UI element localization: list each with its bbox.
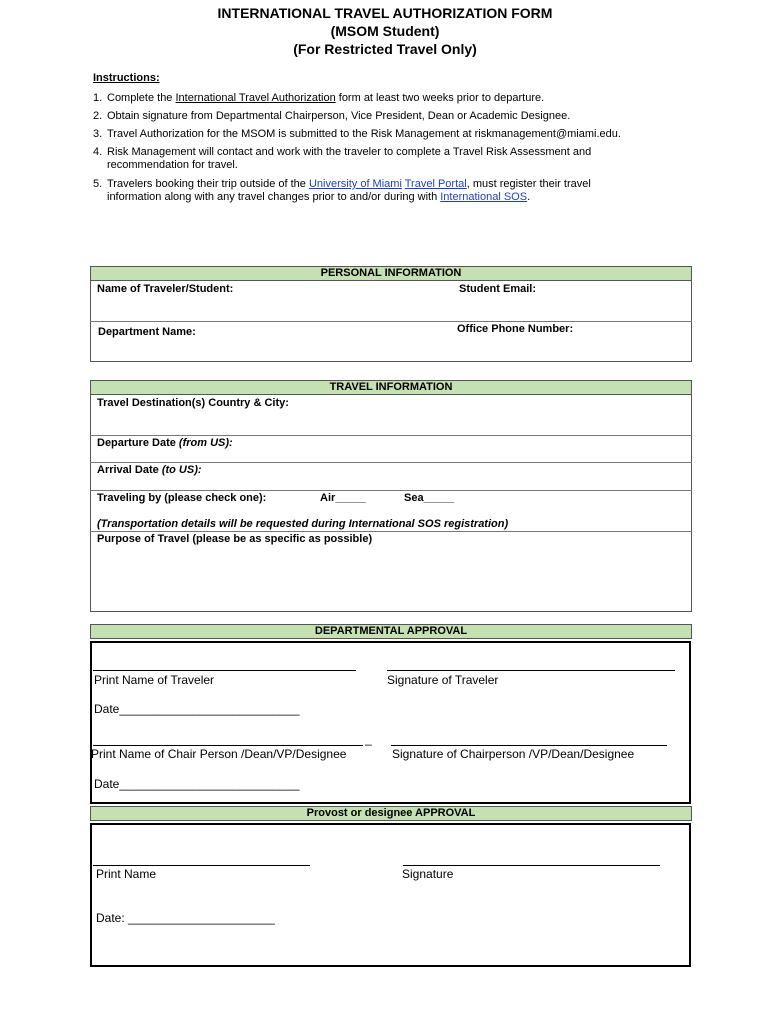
travel-info-heading: TRAVEL INFORMATION (90, 380, 692, 395)
travel-portal-link[interactable]: Travel Portal (404, 178, 467, 190)
international-sos-link[interactable]: International SOS (440, 191, 528, 203)
divider (90, 462, 692, 463)
department-name-field[interactable]: Department Name: (98, 326, 196, 338)
chair-name-line[interactable] (93, 745, 363, 746)
print-name-traveler-label: Print Name of Traveler (94, 673, 215, 687)
signature-traveler-label: Signature of Traveler (387, 673, 499, 687)
student-email-field[interactable]: Student Email: (459, 283, 537, 295)
provost-name-line[interactable] (93, 865, 310, 866)
chair-signature-line[interactable] (391, 745, 667, 746)
divider (90, 490, 692, 491)
provost-print-name-label: Print Name (96, 867, 157, 881)
office-phone-field[interactable]: Office Phone Number: (457, 323, 574, 335)
traveler-name-field[interactable]: Name of Traveler/Student: (97, 283, 234, 295)
instructions-heading: Instructions: (93, 72, 160, 84)
form-title: INTERNATIONAL TRAVEL AUTHORIZATION FORM (217, 5, 553, 21)
personal-info-heading: PERSONAL INFORMATION (90, 266, 692, 281)
signature-chair-label: Signature of Chairperson /VP/Dean/Designee (392, 747, 635, 761)
date-chair-field[interactable]: Date___________________________ (94, 777, 300, 791)
divider (90, 321, 692, 322)
traveler-name-line[interactable] (93, 670, 356, 671)
air-option[interactable]: Air_____ (320, 492, 366, 504)
form-subtitle: (MSOM Student) (330, 23, 440, 39)
purpose-field[interactable]: Purpose of Travel (please be as specific as possible) (97, 533, 373, 545)
departmental-approval-heading: DEPARTMENTAL APPROVAL (90, 624, 692, 639)
provost-approval-heading: Provost or designee APPROVAL (90, 806, 692, 821)
instruction-5: 5. Travelers booking their trip outside of the University of Miami Travel Portal, must register their travel information along with any travel changes prior to and/or during with International SOS. (93, 178, 591, 203)
provost-signature-label: Signature (402, 867, 454, 881)
print-name-chair-label: Print Name of Chair Person /Dean/VP/Designee (91, 747, 347, 761)
instruction-2: 2. Obtain signature from Departmental Chairperson, Vice President, Dean or Academic Designee. (93, 110, 571, 122)
provost-approval-box (90, 823, 691, 967)
instruction-4: 4. Risk Management will contact and work with the traveler to complete a Travel Risk Assessment and recommendation for travel. (93, 146, 592, 171)
instruction-3: 3. Travel Authorization for the MSOM is submitted to the Risk Management at riskmanagement@miami.edu. (93, 128, 621, 140)
university-of-miami-link[interactable]: University of Miami (308, 178, 402, 190)
destination-field[interactable]: Travel Destination(s) Country & City: (97, 397, 289, 409)
divider (90, 531, 692, 532)
line-separator: _ (365, 732, 372, 746)
form-note: (For Restricted Travel Only) (293, 41, 477, 57)
transport-note: (Transportation details will be requested during International SOS registration) (97, 518, 509, 530)
traveling-by-label: Traveling by (please check one): (97, 492, 267, 504)
departure-date-field[interactable]: Departure Date (from US): (97, 437, 233, 449)
traveler-signature-line[interactable] (387, 670, 675, 671)
instruction-1: 1. Complete the International Travel Authorization form at least two weeks prior to departure. (93, 92, 545, 104)
provost-date-field[interactable]: Date: ______________________ (96, 911, 275, 925)
provost-signature-line[interactable] (403, 865, 660, 866)
international-travel-authorization-link[interactable]: International Travel Authorization (175, 92, 336, 104)
arrival-date-field[interactable]: Arrival Date (to US): (97, 464, 202, 476)
date-traveler-field[interactable]: Date___________________________ (94, 702, 300, 716)
sea-option[interactable]: Sea_____ (404, 492, 455, 504)
divider (90, 435, 692, 436)
